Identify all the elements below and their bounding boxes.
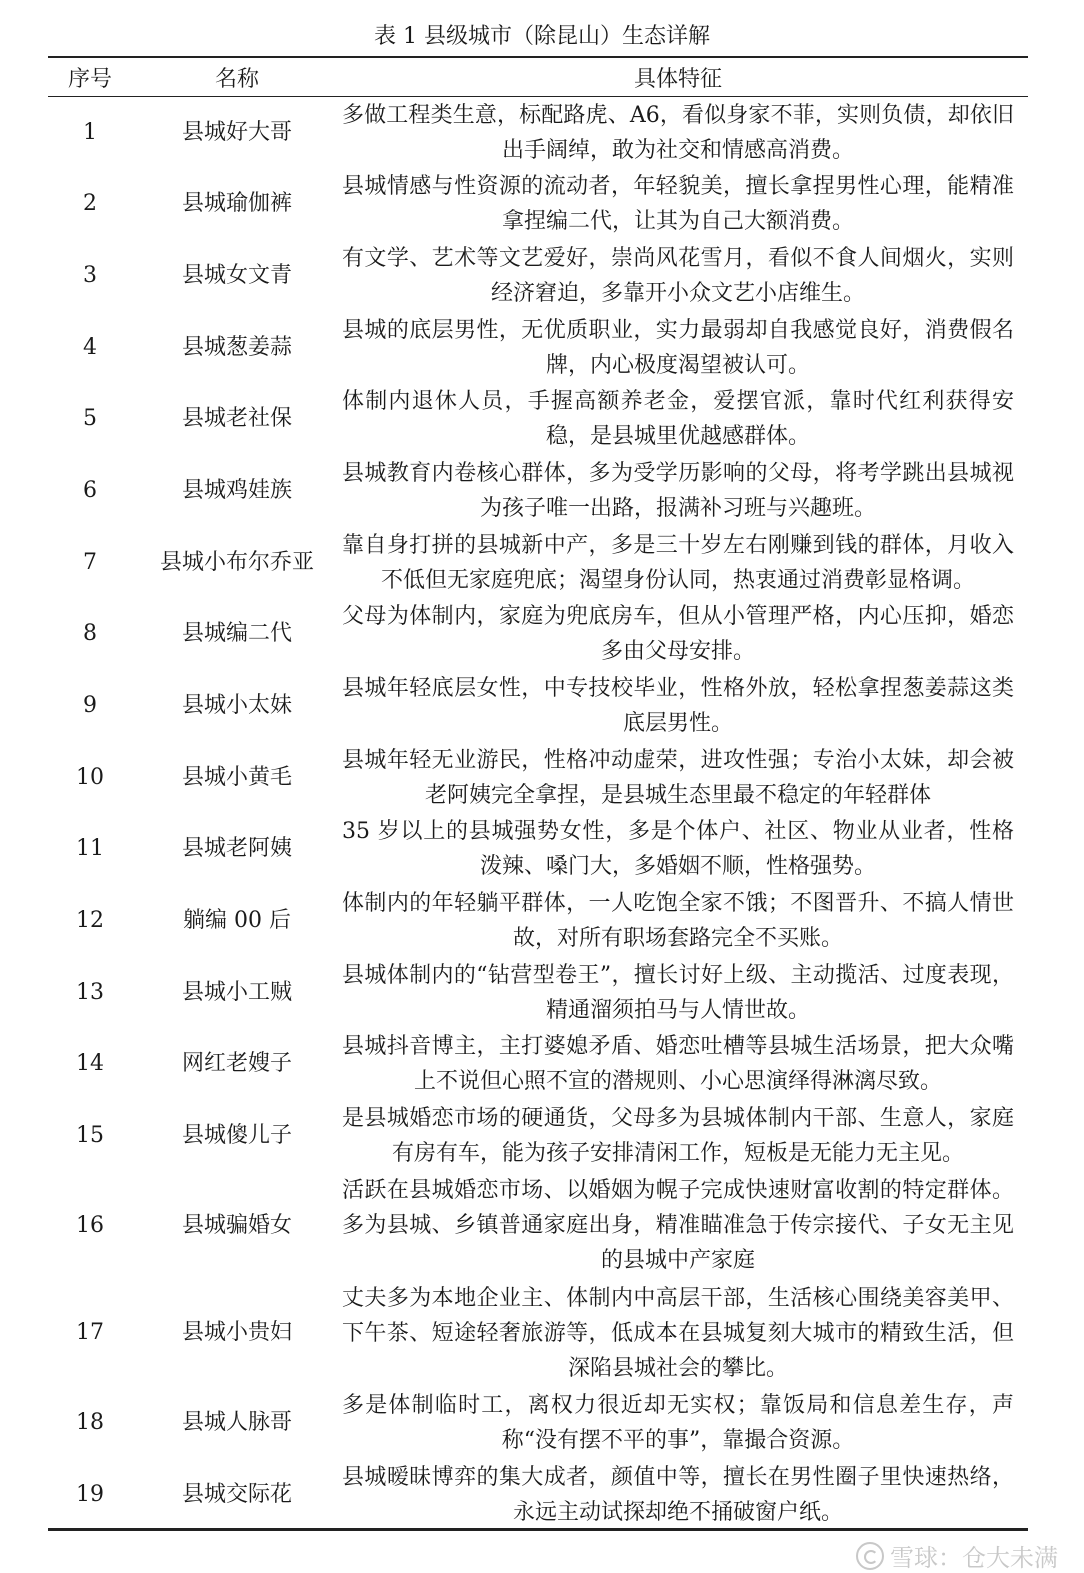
row-desc: 多是体制临时工，离权力很近却无实权；靠饭局和信息差生存，声称“没有摆不平的事”，靠撮合资源。 (342, 1393, 1014, 1453)
row-num: 10 (76, 764, 104, 790)
table-row (48, 240, 1028, 312)
row-name: 县城小黄毛 (181, 764, 292, 790)
row-num: 8 (83, 621, 97, 646)
row-name: 网红老嫂子 (181, 1051, 292, 1076)
table-header (48, 58, 1028, 96)
row-desc: 县城暧昧博弈的集大成者，颜值中等，擅长在男性圈子里快速热络，永远主动试探却绝不捅破窗户纸。 (342, 1465, 1014, 1525)
row-num: 1 (83, 119, 97, 145)
row-name: 县城小贵妇 (181, 1320, 292, 1345)
row-name: 县城瑜伽裤 (181, 191, 292, 216)
table-row (48, 1100, 1028, 1172)
table-row (48, 1172, 1028, 1279)
table-row (48, 168, 1028, 240)
row-num: 19 (76, 1482, 104, 1507)
row-desc: 有文学、艺术等文艺爱好，崇尚风花雪月，看似不食人间烟火，实则经济窘迫，多靠开小众文艺小店维生。 (342, 246, 1014, 306)
row-desc: 县城的底层男性，无优质职业，实力最弱却自我感觉良好，消费假名牌，内心极度渴望被认可。 (342, 317, 1014, 378)
row-name: 县城鸡娃族 (181, 478, 292, 503)
row-desc: 县城情感与性资源的流动者，年轻貌美，擅长拿捏男性心理，能精准拿捏编二代，让其为自己大额消费。 (342, 174, 1014, 234)
row-desc: 县城教育内卷核心群体，多为受学历影响的父母，将考学跳出县城视为孩子唯一出路，报满补习班与兴趣班。 (342, 461, 1014, 521)
row-desc: 体制内的年轻躺平群体，一人吃饱全家不饿；不图晋升、不搞人情世故，对所有职场套路完全不买账。 (342, 891, 1014, 951)
row-desc: 靠自身打拼的县城新中产，多是三十岁左右刚赚到钱的群体，月收入不低但无家庭兜底；渴望身份认同，热衷通过消费彰显格调。 (342, 532, 1014, 593)
row-name: 县城骗婚女 (181, 1212, 292, 1238)
header-name: 名称 (214, 66, 259, 92)
watermark-text: 雪球：仓大未满 (890, 1544, 1058, 1572)
table-row (48, 598, 1028, 670)
row-name: 县城老社保 (181, 406, 292, 431)
row-num: 11 (76, 836, 104, 861)
table-row (48, 957, 1028, 1028)
table-row (48, 1028, 1028, 1100)
row-num: 7 (83, 549, 97, 575)
row-name: 县城傻儿子 (181, 1123, 292, 1148)
table-row (48, 1459, 1028, 1531)
row-num: 14 (76, 1051, 104, 1076)
table-row (48, 1279, 1028, 1387)
row-name: 县城交际花 (181, 1482, 292, 1507)
row-desc: 县城体制内的“钻营型卷王”，擅长讨好上级、主动揽活、过度表现，精通溜须拍马与人情世故。 (342, 962, 1014, 1023)
header-num: 序号 (67, 66, 112, 92)
table-body (48, 97, 1028, 1531)
row-name: 县城人脉哥 (181, 1410, 292, 1435)
row-desc: 活跃在县城婚恋市场、以婚姻为幌子完成快速财富收割的特定群体。多为县城、乡镇普通家庭出身，精准瞄准急于传宗接代、子女无主见的县城中产家庭 (342, 1178, 1014, 1273)
row-desc: 县城抖音博主，主打婆媳矛盾、婚恋吐槽等县城生活场景，把大众嘴上不说但心照不宣的潜规则、小心思演绎得淋漓尽致。 (342, 1034, 1014, 1094)
row-name: 躺编 00 后 (183, 908, 291, 933)
row-num: 15 (76, 1123, 104, 1148)
row-num: 16 (76, 1212, 104, 1238)
table-row (48, 885, 1028, 957)
header-desc: 具体特征 (633, 66, 722, 92)
table-row (48, 670, 1028, 742)
table-row (48, 383, 1028, 455)
table-row (48, 742, 1028, 813)
row-name: 县城小布尔乔亚 (159, 549, 314, 575)
row-name: 县城老阿姨 (181, 836, 292, 861)
snowball-logo-icon (856, 1542, 884, 1570)
row-desc: 父母为体制内，家庭为兜底房车，但从小管理严格，内心压抑，婚恋多由父母安排。 (342, 604, 1014, 664)
row-num: 6 (83, 478, 97, 503)
row-desc: 县城年轻无业游民，性格冲动虚荣，进攻性强；专治小太妹，却会被老阿姨完全拿捏，是县城生态里最不稳定的年轻群体 (342, 747, 1014, 808)
table-row (48, 813, 1028, 885)
table-row (48, 527, 1028, 598)
table-caption: 表 1 县级城市（除昆山）生态详解 (374, 24, 710, 49)
row-desc: 多做工程类生意，标配路虎、A6，看似身家不菲，实则负债，却依旧出手阔绰，敢为社交和情感高消费。 (342, 102, 1014, 163)
row-num: 12 (76, 908, 104, 933)
watermark (856, 1538, 1058, 1573)
table-row (48, 97, 1028, 168)
row-num: 5 (83, 406, 97, 431)
row-name: 县城编二代 (181, 621, 292, 646)
table-row (48, 1387, 1028, 1459)
row-desc: 县城年轻底层女性，中专技校毕业，性格外放，轻松拿捏葱姜蒜这类底层男性。 (342, 676, 1014, 736)
row-name: 县城小太妹 (181, 693, 292, 718)
row-name: 县城好大哥 (181, 119, 292, 145)
row-num: 4 (83, 334, 97, 360)
table-row (48, 455, 1028, 527)
row-name: 县城小工贼 (181, 979, 292, 1005)
row-desc: 丈夫多为本地企业主、体制内中高层干部，生活核心围绕美容美甲、下午茶、短途轻奢旅游等，低成本在县城复刻大城市的精致生活，但深陷县城社会的攀比。 (342, 1285, 1014, 1381)
row-num: 3 (83, 263, 97, 288)
row-num: 13 (76, 979, 104, 1005)
table-row (48, 312, 1028, 383)
row-num: 9 (83, 693, 97, 718)
row-num: 18 (76, 1410, 104, 1435)
row-desc: 是县城婚恋市场的硬通货，父母多为县城体制内干部、生意人，家庭有房有车，能为孩子安排清闲工作，短板是无能力无主见。 (342, 1106, 1014, 1166)
row-num: 17 (76, 1320, 104, 1345)
row-num: 2 (83, 191, 97, 216)
row-name: 县城葱姜蒜 (181, 334, 292, 360)
row-desc: 35 岁以上的县城强势女性，多是个体户、社区、物业从业者，性格泼辣、嗓门大，多婚姻不顺，性格强势。 (342, 819, 1014, 879)
row-name: 县城女文青 (181, 263, 292, 288)
bottom-rule (48, 1528, 1028, 1531)
row-desc: 体制内退休人员，手握高额养老金，爱摆官派，靠时代红利获得安稳，是县城里优越感群体。 (342, 389, 1014, 449)
